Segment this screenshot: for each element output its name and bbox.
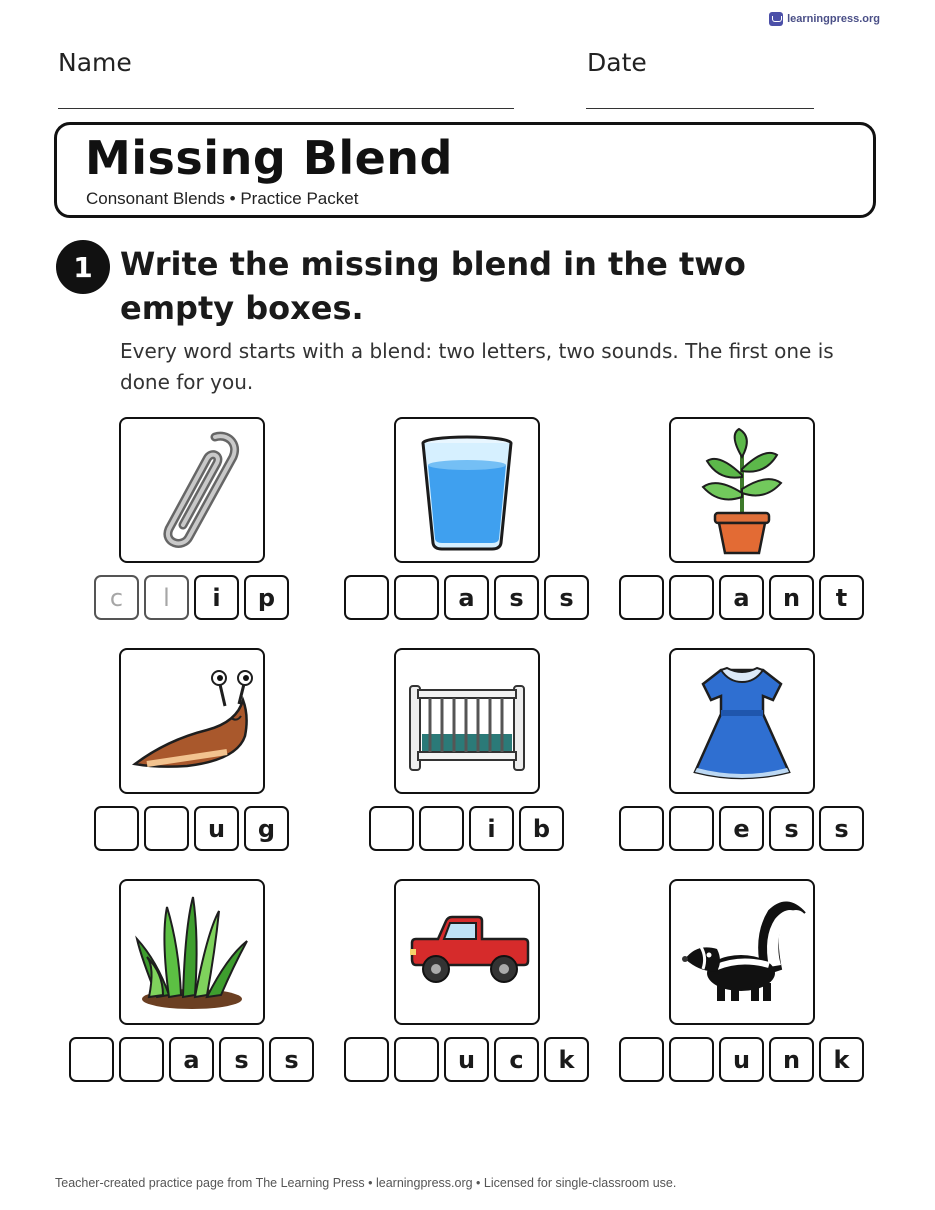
letter-box: c — [494, 1037, 539, 1082]
letter-box-empty[interactable] — [394, 1037, 439, 1082]
letter-box: u — [719, 1037, 764, 1082]
word-boxes-skunk — [619, 1037, 864, 1082]
letter-box: a — [169, 1037, 214, 1082]
letter-box: i — [194, 575, 239, 620]
letter-box-empty[interactable] — [369, 806, 414, 851]
word-boxes-clip — [94, 575, 289, 620]
letter-box-empty[interactable] — [344, 1037, 389, 1082]
glass-icon — [402, 425, 532, 555]
instruction-text: Write the missing blend in the two empty boxes. — [120, 245, 746, 327]
letter-box: p — [244, 575, 289, 620]
title-box — [54, 122, 876, 218]
letter-box: s — [544, 575, 589, 620]
letter-box: n — [769, 1037, 814, 1082]
step-number-badge: 1 — [56, 240, 110, 294]
dress-icon — [677, 656, 807, 786]
word-boxes-slug — [94, 806, 289, 851]
name-line[interactable] — [58, 108, 514, 109]
brand-text: learningpress.org — [787, 13, 880, 25]
name-label: Name — [58, 48, 132, 77]
glass-picture — [394, 417, 540, 563]
dress-picture — [669, 648, 815, 794]
letter-box-empty[interactable] — [669, 575, 714, 620]
letter-box-empty[interactable] — [344, 575, 389, 620]
letter-box: u — [444, 1037, 489, 1082]
paperclip-picture — [119, 417, 265, 563]
letter-box-empty[interactable] — [669, 1037, 714, 1082]
truck-icon — [402, 887, 532, 1017]
letter-box: s — [494, 575, 539, 620]
letter-box: a — [444, 575, 489, 620]
letter-box-empty[interactable] — [669, 806, 714, 851]
letter-box-empty[interactable] — [119, 1037, 164, 1082]
date-line[interactable] — [586, 108, 814, 109]
crib-picture — [394, 648, 540, 794]
letter-box: n — [769, 575, 814, 620]
word-boxes-crib — [369, 806, 564, 851]
truck-picture — [394, 879, 540, 1025]
footer-text: Teacher-created practice page from The Learning Press • learningpress.org • Licensed for single-classroom use. — [55, 1176, 677, 1190]
letter-box: k — [819, 1037, 864, 1082]
word-boxes-grass — [69, 1037, 314, 1082]
letter-box: k — [544, 1037, 589, 1082]
letter-box-empty[interactable] — [144, 806, 189, 851]
page-title: Missing Blend — [85, 131, 453, 185]
letter-box: c — [94, 575, 139, 620]
letter-box: u — [194, 806, 239, 851]
word-boxes-dress — [619, 806, 864, 851]
word-boxes-plant — [619, 575, 864, 620]
date-label: Date — [587, 48, 647, 77]
grass-icon — [127, 887, 257, 1017]
letter-box: b — [519, 806, 564, 851]
page-subtitle: Consonant Blends • Practice Packet — [86, 189, 359, 208]
plant-picture — [669, 417, 815, 563]
letter-box-empty[interactable] — [69, 1037, 114, 1082]
letter-box: s — [219, 1037, 264, 1082]
crib-icon — [402, 656, 532, 786]
helper-text: Every word starts with a blend: two letters, two sounds. The first one is done for you. — [120, 339, 834, 394]
letter-box: i — [469, 806, 514, 851]
letter-box: l — [144, 575, 189, 620]
brand-logo — [769, 12, 880, 26]
word-boxes-glass — [344, 575, 589, 620]
plant-icon — [677, 425, 807, 555]
letter-box-empty[interactable] — [619, 575, 664, 620]
letter-box-empty[interactable] — [94, 806, 139, 851]
letter-box: a — [719, 575, 764, 620]
letter-box: e — [719, 806, 764, 851]
word-boxes-truck — [344, 1037, 589, 1082]
paperclip-icon — [127, 425, 257, 555]
letter-box: s — [769, 806, 814, 851]
letter-box-empty[interactable] — [419, 806, 464, 851]
slug-picture — [119, 648, 265, 794]
letter-box: s — [269, 1037, 314, 1082]
letter-box: g — [244, 806, 289, 851]
letter-box: s — [819, 806, 864, 851]
letter-box-empty[interactable] — [619, 806, 664, 851]
letter-box: t — [819, 575, 864, 620]
letter-box-empty[interactable] — [619, 1037, 664, 1082]
brand-icon — [769, 12, 783, 26]
skunk-icon — [677, 887, 807, 1017]
grass-picture — [119, 879, 265, 1025]
skunk-picture — [669, 879, 815, 1025]
letter-box-empty[interactable] — [394, 575, 439, 620]
slug-icon — [127, 656, 257, 786]
